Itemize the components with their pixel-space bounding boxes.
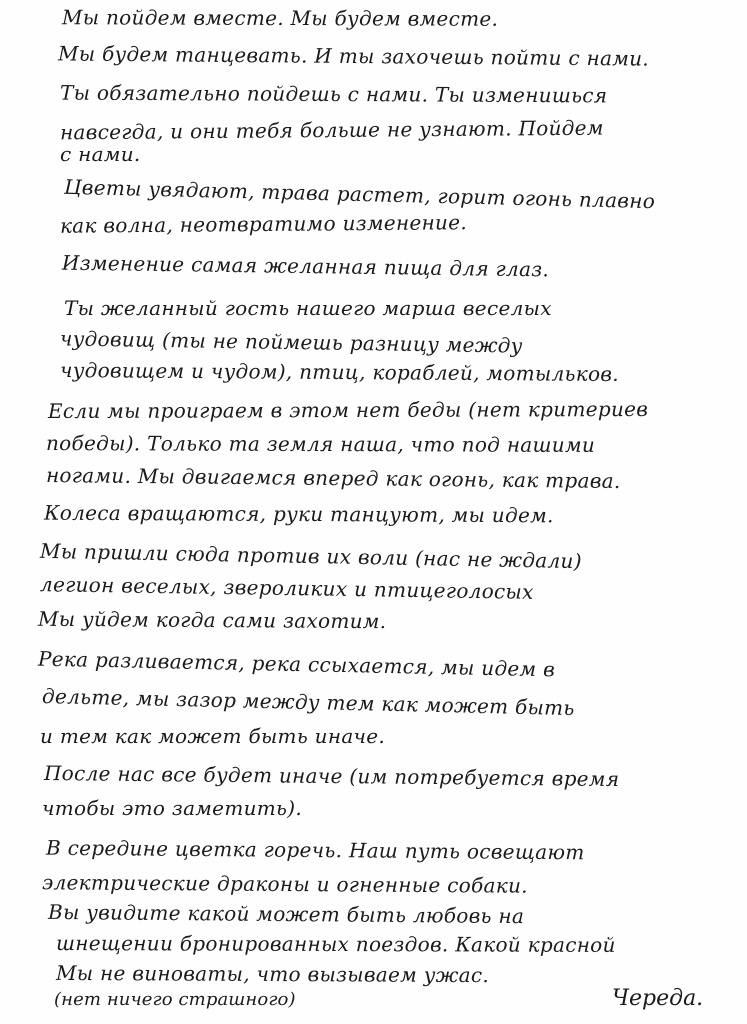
- text-line: В середине цветка горечь. Наш путь освещают: [45, 835, 585, 865]
- text-line: Мы пришли сюда против их воли (нас не ждали): [39, 538, 583, 574]
- text-line: победы). Только та земля наша, что под нашими: [45, 431, 596, 457]
- text-line: ногами. Мы двигаемся вперед как огонь, как трава.: [45, 462, 621, 494]
- text-line: Мы не виноваты, что вызываем ужас.: [55, 960, 490, 988]
- text-line: Изменение самая желанная пища для глаз.: [61, 250, 550, 282]
- text-line: Мы будем танцевать. И ты захочешь пойти с нами.: [57, 41, 650, 71]
- text-line: как волна, неотвратимо изменение.: [59, 210, 468, 238]
- text-line: Река разливается, река ссыхается, мы идем в: [37, 646, 556, 682]
- text-line: чудовищем и чудом), птиц, кораблей, мотыльков.: [59, 358, 620, 386]
- text-line: чудовищ (ты не поймешь разницу между: [59, 326, 523, 358]
- text-line: Если мы проиграем в этом нет беды (нет критериев: [47, 396, 649, 424]
- text-line: дельте, мы зазор между тем как может быть: [41, 683, 575, 721]
- text-line: Мы уйдем когда сами захотим.: [37, 606, 387, 634]
- text-line: Цветы увядают, трава растет, горит огонь плавно: [63, 174, 656, 214]
- text-line: Колеса вращаются, руки танцуют, мы идем.: [43, 500, 554, 528]
- signature: Череда.: [612, 986, 704, 1011]
- text-line: чтобы это заметить).: [42, 796, 302, 820]
- text-line: с нами.: [60, 142, 141, 166]
- text-line: навсегда, и они тебя больше не узнают. Пойдем: [59, 115, 604, 145]
- text-line: легион веселых, звероликих и птицеголосых: [39, 572, 534, 604]
- text-line: (нет ничего страшного): [54, 989, 296, 1010]
- text-line: шнещении бронированных поездов. Какой красной: [55, 931, 616, 957]
- text-line: Ты желанный гость нашего марша веселых: [64, 296, 552, 320]
- text-line: электрические драконы и огненные собаки.: [41, 870, 528, 898]
- text-line: и тем как может быть иначе.: [40, 724, 386, 748]
- text-line: После нас все будет иначе (им потребуется время: [43, 760, 620, 792]
- text-line: Вы увидите какой может быть любовь на: [47, 899, 525, 929]
- text-line: Ты обязательно пойдешь с нами. Ты изменишься: [59, 80, 608, 108]
- text-line: Мы пойдем вместе. Мы будем вместе.: [61, 5, 499, 31]
